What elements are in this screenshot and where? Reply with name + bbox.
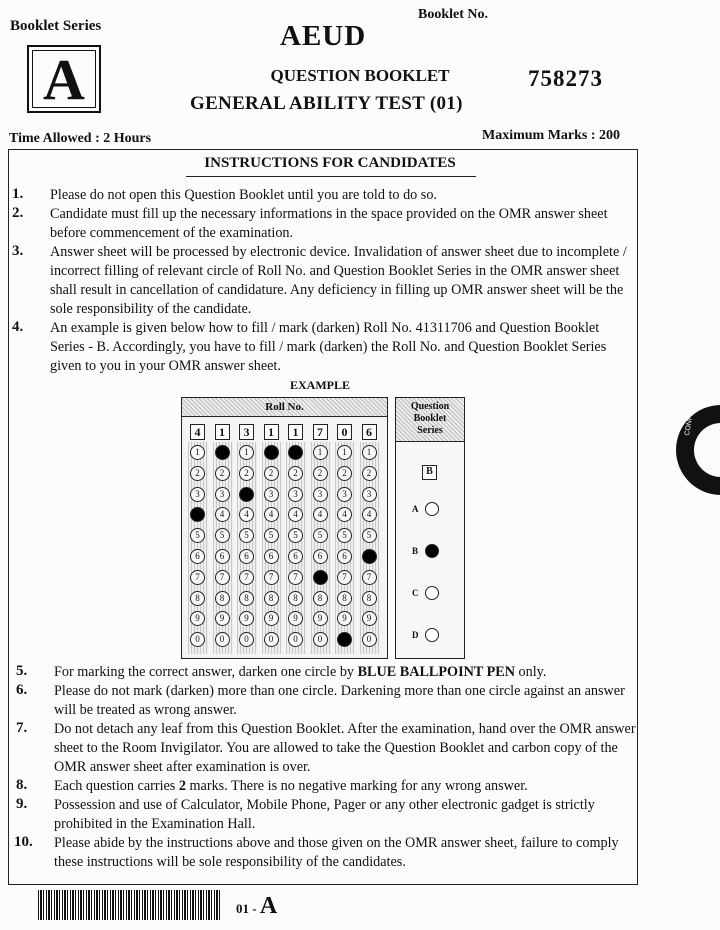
series-option-bubble	[425, 628, 439, 642]
instruction-tail: marks. There is no negative marking for any wrong answer.	[185, 778, 528, 794]
roll-bubble: 4	[362, 507, 377, 522]
page-code-number: 01 -	[236, 901, 257, 916]
roll-bubble: 7	[264, 570, 279, 585]
instruction-emphasis: BLUE BALLPOINT PEN	[357, 664, 515, 680]
instruction-text	[50, 186, 635, 205]
roll-bubble: 8	[313, 591, 328, 606]
roll-bubble: 1	[362, 445, 377, 460]
roll-bubble: 0	[362, 632, 377, 647]
example-label: EXAMPLE	[290, 378, 350, 392]
roll-bubble: 2	[362, 466, 377, 481]
roll-bubble: 1	[337, 445, 352, 460]
instruction-number: 7.	[16, 720, 28, 736]
roll-bubble: 8	[215, 591, 230, 606]
page-code	[236, 893, 277, 920]
instructions-title: INSTRUCTIONS FOR CANDIDATES	[204, 155, 456, 171]
instruction-number: 1.	[12, 186, 24, 202]
roll-bubble: 9	[190, 611, 205, 626]
roll-bubble: 6	[337, 549, 352, 564]
roll-digit-box: 3	[239, 424, 254, 440]
roll-bubble: 5	[313, 528, 328, 543]
instruction-body: Answer sheet will be processed by electronic device. Invalidation of answer sheet due to incomplete / incorrect filling of relevant circle of Roll No. and Question Booklet Series in the OMR answer sheet shall result in cancellation of candidature. Any deficiency in filling up OMR answer sheet will be the sole responsibility of the candidate.	[50, 244, 627, 317]
roll-bubble: 8	[264, 591, 279, 606]
booklet-title: QUESTION BOOKLET	[270, 66, 450, 85]
roll-bubble: 4	[337, 507, 352, 522]
instruction-text	[54, 720, 639, 777]
roll-bubble: 1	[239, 445, 254, 460]
test-name: GENERAL ABILITY TEST (01)	[190, 93, 463, 114]
roll-bubble: 6	[288, 549, 303, 564]
roll-bubble: 5	[337, 528, 352, 543]
instruction-text	[54, 796, 639, 834]
series-option-bubble	[425, 502, 439, 516]
roll-bubble: 7	[288, 570, 303, 585]
roll-bubble: 5	[190, 528, 205, 543]
roll-bubble: 5	[215, 528, 230, 543]
page-code-letter: A	[259, 893, 278, 919]
instruction-number: 10.	[14, 834, 33, 850]
booklet-number: 758273	[528, 66, 603, 91]
roll-bubble: 3	[264, 487, 279, 502]
series-option-bubble	[425, 586, 439, 600]
instruction-tail: only.	[514, 664, 547, 680]
roll-number-header: Roll No.	[182, 398, 387, 417]
series-header-line: Booklet	[413, 413, 447, 424]
instruction-number: 5.	[16, 663, 28, 679]
instruction-body: For marking the correct answer, darken one circle by	[54, 664, 358, 680]
roll-bubble: 6	[313, 549, 328, 564]
roll-bubble: 2	[337, 466, 352, 481]
roll-digit-box: 6	[362, 424, 377, 440]
series-option-label: A	[412, 504, 419, 514]
roll-bubble: 8	[190, 591, 205, 606]
roll-bubble: 5	[239, 528, 254, 543]
instruction-text	[54, 682, 639, 720]
roll-bubble: 7	[337, 570, 352, 585]
instruction-text	[50, 319, 635, 376]
maximum-marks: Maximum Marks : 200	[482, 128, 621, 143]
instruction-number: 4.	[12, 319, 24, 335]
instruction-number: 9.	[16, 796, 28, 812]
roll-bubble: 8	[239, 591, 254, 606]
roll-bubble: 3	[239, 487, 254, 502]
instruction-number: 6.	[16, 682, 28, 698]
seal-inner	[694, 423, 720, 477]
instruction-number: 3.	[12, 243, 24, 259]
roll-bubble: 9	[288, 611, 303, 626]
roll-bubble: 0	[264, 632, 279, 647]
roll-bubble: 9	[215, 611, 230, 626]
instruction-number: 8.	[16, 777, 28, 793]
roll-bubble: 2	[288, 466, 303, 481]
roll-bubble: 1	[313, 445, 328, 460]
roll-bubble: 0	[190, 632, 205, 647]
title-divider	[186, 176, 476, 177]
instruction-body: Please do not open this Question Booklet until you are told to do so.	[50, 187, 437, 203]
roll-digit-box: 1	[264, 424, 279, 440]
series-option-label: C	[412, 588, 419, 598]
roll-bubble: 0	[215, 632, 230, 647]
roll-bubble: 7	[362, 570, 377, 585]
series-option-label: D	[412, 630, 419, 640]
instruction-body: Please abide by the instructions above and those given on the OMR answer sheet, failure to comply these instructions will be sole responsibility of the candidates.	[54, 835, 619, 870]
roll-bubble: 5	[264, 528, 279, 543]
roll-bubble: 2	[264, 466, 279, 481]
roll-bubble: 8	[337, 591, 352, 606]
roll-bubble: 7	[313, 570, 328, 585]
seal-text: CONFIDENTIAL	[684, 384, 700, 437]
booklet-series-label: Booklet Series	[10, 18, 102, 34]
instruction-text	[50, 243, 635, 319]
barcode	[38, 890, 221, 920]
confidential-seal	[676, 384, 720, 495]
roll-bubble: 9	[313, 611, 328, 626]
roll-digit-box: 1	[215, 424, 230, 440]
roll-bubble: 7	[190, 570, 205, 585]
roll-bubble: 1	[288, 445, 303, 460]
series-header-line: Question	[410, 401, 450, 412]
roll-digit-box: 4	[190, 424, 205, 440]
roll-bubble: 4	[215, 507, 230, 522]
roll-bubble: 9	[337, 611, 352, 626]
instruction-emphasis: 2	[178, 778, 186, 794]
instruction-body: Possession and use of Calculator, Mobile Phone, Pager or any other electronic gadget is strictly prohibited in the Examination Hall.	[54, 797, 595, 832]
time-allowed: Time Allowed : 2 Hours	[9, 131, 152, 146]
booklet-series-header	[396, 398, 464, 442]
roll-bubble: 2	[215, 466, 230, 481]
roll-bubble: 4	[239, 507, 254, 522]
instruction-number: 2.	[12, 205, 24, 221]
roll-bubble: 5	[288, 528, 303, 543]
instruction-text	[50, 205, 635, 243]
series-header-line: Series	[417, 425, 443, 436]
roll-bubble: 6	[362, 549, 377, 564]
roll-bubble: 3	[215, 487, 230, 502]
roll-bubble: 7	[239, 570, 254, 585]
roll-bubble: 2	[313, 466, 328, 481]
roll-bubble: 4	[288, 507, 303, 522]
roll-bubble: 9	[362, 611, 377, 626]
roll-bubble: 8	[288, 591, 303, 606]
roll-bubble: 6	[215, 549, 230, 564]
roll-bubble: 8	[362, 591, 377, 606]
booklet-no-label: Booklet No.	[418, 7, 488, 22]
roll-digit-box: 7	[313, 424, 328, 440]
roll-bubble: 3	[190, 487, 205, 502]
roll-bubble: 7	[215, 570, 230, 585]
roll-bubble: 3	[313, 487, 328, 502]
instruction-body: Each question carries	[54, 778, 179, 794]
series-value-box: B	[422, 465, 437, 480]
roll-bubble: 4	[264, 507, 279, 522]
booklet-code: AEUD	[280, 20, 367, 52]
instruction-body: Please do not mark (darken) more than one circle. Darkening more than one circle against an answer will be treated as wrong answer.	[54, 683, 625, 718]
roll-bubble: 6	[190, 549, 205, 564]
roll-bubble: 2	[190, 466, 205, 481]
booklet-series-letter: A	[32, 50, 96, 108]
instruction-body: Do not detach any leaf from this Question Booklet. After the examination, hand over the OMR answer sheet to the Room Invigilator. You are allowed to take the Question Booklet and carbon copy of the OMR answer sheet after examination is over.	[54, 721, 636, 775]
booklet-series-grid	[395, 397, 465, 659]
roll-bubble: 2	[239, 466, 254, 481]
roll-bubble: 3	[362, 487, 377, 502]
roll-bubble: 0	[337, 632, 352, 647]
series-option-bubble	[425, 544, 439, 558]
instruction-text	[54, 777, 639, 796]
instruction-text	[54, 834, 639, 872]
roll-bubble: 6	[264, 549, 279, 564]
roll-bubble: 4	[313, 507, 328, 522]
roll-bubble: 4	[190, 507, 205, 522]
roll-bubble: 1	[190, 445, 205, 460]
roll-bubble: 0	[239, 632, 254, 647]
instruction-text	[54, 663, 639, 682]
roll-bubble: 6	[239, 549, 254, 564]
roll-bubble: 1	[264, 445, 279, 460]
instruction-body: Candidate must fill up the necessary informations in the space provided on the OMR answer sheet before commencement of the examination.	[50, 206, 608, 241]
instruction-body: An example is given below how to fill / mark (darken) Roll No. 41311706 and Question Booklet Series - B. Accordingly, you have to fill / mark (darken) the Roll No. and Question Booklet Series given to you in your OMR answer sheet.	[50, 320, 607, 374]
roll-digit-box: 1	[288, 424, 303, 440]
roll-bubble: 9	[239, 611, 254, 626]
roll-bubble: 3	[288, 487, 303, 502]
roll-bubble: 0	[288, 632, 303, 647]
roll-bubble: 9	[264, 611, 279, 626]
roll-bubble: 3	[337, 487, 352, 502]
roll-bubble: 1	[215, 445, 230, 460]
roll-bubble: 0	[313, 632, 328, 647]
roll-bubble: 5	[362, 528, 377, 543]
roll-number-grid	[181, 397, 388, 659]
series-option-label: B	[412, 546, 419, 556]
roll-digit-box: 0	[337, 424, 352, 440]
